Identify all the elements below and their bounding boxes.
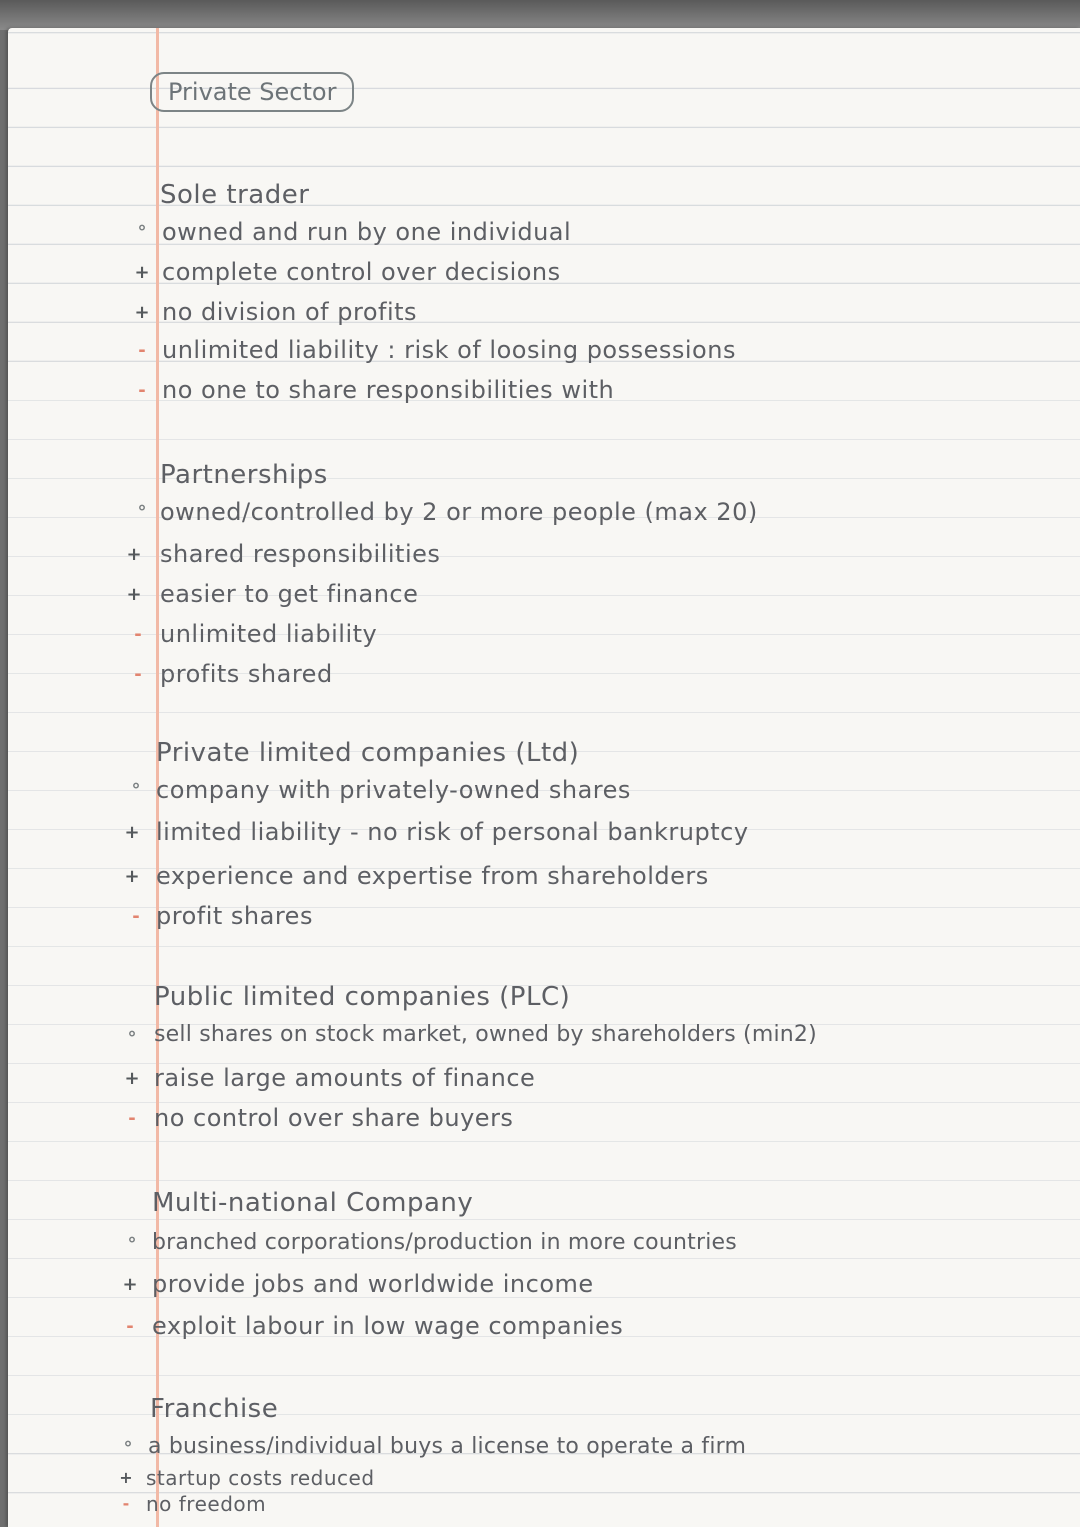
list-item: a business/individual buys a license to operate a firm [148, 1434, 747, 1459]
minus-icon: - [128, 1108, 136, 1129]
list-item: raise large amounts of finance [154, 1064, 536, 1092]
list-item: exploit labour in low wage companies [152, 1312, 624, 1340]
bullet-dot-icon: ° [131, 780, 141, 801]
minus-icon: - [138, 380, 146, 401]
minus-icon: - [138, 340, 146, 361]
bullet-dot-icon: ° [137, 222, 147, 243]
list-item: owned/controlled by 2 or more people (max 20) [160, 498, 758, 526]
list-item: no control over share buyers [154, 1104, 514, 1132]
plus-icon: + [124, 822, 140, 843]
list-item: company with privately-owned shares [156, 776, 631, 804]
section-heading: Franchise [150, 1394, 279, 1424]
section-heading: Sole trader [160, 180, 310, 210]
plus-icon: + [134, 262, 150, 283]
list-item: profit shares [156, 902, 313, 930]
list-item: easier to get finance [160, 580, 419, 608]
minus-icon: - [126, 1316, 134, 1337]
list-item: startup costs reduced [146, 1466, 375, 1490]
minus-icon: - [132, 906, 140, 927]
list-item: no freedom [146, 1492, 267, 1516]
minus-icon: - [134, 624, 142, 645]
list-item: unlimited liability [160, 620, 378, 648]
section-heading: Multi-national Company [152, 1188, 474, 1218]
list-item: no one to share responsibilities with [162, 376, 615, 404]
page-title: Private Sector [150, 72, 354, 112]
minus-icon: - [122, 1494, 130, 1513]
list-item: owned and run by one individual [162, 218, 572, 246]
list-item: provide jobs and worldwide income [152, 1270, 594, 1298]
bullet-dot-icon: ° [137, 502, 147, 523]
plus-icon: + [134, 302, 150, 323]
minus-icon: - [134, 664, 142, 685]
list-item: limited liability - no risk of personal bankruptcy [156, 818, 749, 846]
list-item: sell shares on stock market, owned by shareholders (min2) [154, 1022, 817, 1047]
section-heading: Public limited companies (PLC) [154, 982, 571, 1012]
bullet-dot-icon: ° [127, 1028, 137, 1049]
section-heading: Partnerships [160, 460, 328, 490]
plus-icon: + [126, 584, 142, 605]
plus-icon: + [124, 1068, 140, 1089]
list-item: experience and expertise from shareholders [156, 862, 709, 890]
list-item: shared responsibilities [160, 540, 441, 568]
section-heading: Private limited companies (Ltd) [156, 738, 580, 768]
photo-background [0, 0, 1080, 30]
list-item: complete control over decisions [162, 258, 561, 286]
plus-icon: + [119, 1468, 133, 1487]
list-item: unlimited liability : risk of loosing possessions [162, 336, 736, 364]
list-item: profits shared [160, 660, 333, 688]
bullet-dot-icon: ° [127, 1234, 137, 1255]
bullet-dot-icon: ° [123, 1438, 133, 1459]
plus-icon: + [122, 1274, 138, 1295]
plus-icon: + [126, 544, 142, 565]
list-item: no division of profits [162, 298, 418, 326]
list-item: branched corporations/production in more countries [152, 1230, 737, 1255]
plus-icon: + [124, 866, 140, 887]
